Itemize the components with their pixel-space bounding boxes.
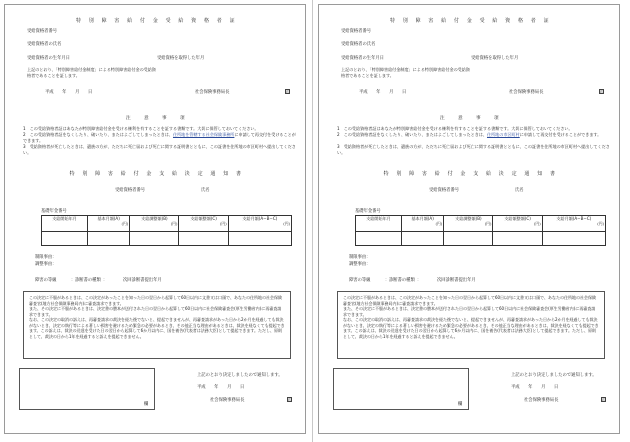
closing-seal-box: 印 bbox=[602, 398, 606, 402]
closing-date: 平成 年 月 日 bbox=[197, 385, 245, 390]
acquired-date-label: 受給資格を取得した年月 bbox=[471, 56, 519, 61]
acquired-date-label: 受給資格を取得した年月 bbox=[157, 56, 205, 61]
table-cell bbox=[228, 232, 291, 246]
table-cell bbox=[42, 232, 88, 246]
table-header-start: 支給開始年月 bbox=[42, 216, 88, 232]
decision-name-label: 氏名 bbox=[201, 188, 210, 193]
base-amount-label: 基礎年金番号 bbox=[41, 209, 67, 214]
decision-name-label: 氏名 bbox=[515, 188, 524, 193]
stamp-label: 欄 bbox=[458, 402, 463, 407]
colon-diagnosis: ： bbox=[417, 278, 422, 283]
table-header-adjust: 支給調整額(B) (円) bbox=[130, 216, 179, 232]
stamp-box bbox=[19, 368, 155, 410]
decision-title: 特 別 障 害 給 付 金 支 給 決 定 通 知 書 bbox=[383, 171, 557, 177]
table-header-base: 基本月額(A) (円) bbox=[401, 216, 443, 232]
restriction-label: 制限事由： bbox=[35, 255, 57, 260]
table-header-base: 基本月額(A) (円) bbox=[87, 216, 129, 232]
objection-paragraph-3: なお、この決定の取消の訴えは、再審査請求の裁決を経た後でないと、提起できませんが、再審査請求があった日から2か月を経過しても裁決がないとき、決定の執行等による著しい損害を避けるため緊急の必要があるとき、その他正当な理由があるときは、裁決を経なくても提起できます。この訴えは、裁決の送達を受けた日の翌日から起算して6か月以内に、国を被告(代表者は法務大臣)として提起できます。ただし、原則として、裁決の日から1年を経過すると訴えを提起できません。 bbox=[29, 317, 285, 339]
table-cell bbox=[401, 232, 443, 246]
note-2-office: 住所地を管轄する社会保険事務所 bbox=[172, 132, 235, 137]
recipient-name-label: 受給資格者の氏名 bbox=[27, 42, 62, 47]
document-page-right bbox=[318, 4, 620, 434]
adjustment-label: 調整事由： bbox=[35, 262, 57, 267]
decision-number-label: 受給資格者番号 bbox=[115, 188, 146, 193]
closing-issuer: 社会保険事務局長 bbox=[210, 398, 245, 403]
adjustment-label: 調整事由： bbox=[349, 262, 371, 267]
objection-notice-box bbox=[337, 291, 605, 359]
seal-box: 印 bbox=[286, 90, 290, 94]
table-cell bbox=[179, 232, 228, 246]
objection-paragraph-3: なお、この決定の取消の訴えは、再審査請求の裁決を経た後でないと、提起できませんが、再審査請求があった日から2か月を経過しても裁決がないとき、決定の執行等による著しい損害を避けるため緊急の必要があるとき、その他正当な理由があるときは、裁決を経なくても提起できます。この訴えは、裁決の送達を受けた日の翌日から起算して6か月以内に、国を被告(代表者は法務大臣)として提起できます。ただし、原則として、裁決の日から1年を経過すると訴えを提起できません。 bbox=[343, 317, 599, 339]
table-cell bbox=[542, 232, 605, 246]
certificate-date: 平成 年 月 日 bbox=[45, 90, 93, 95]
certificate-title: 特 別 障 害 給 付 金 受 給 資 格 者 証 bbox=[389, 18, 550, 24]
note-2: 2 この受給資格者証をなくしたり、破いたり、またはよごしてしまったときは、住所地の市区町村に申請して再交付を受けることができます。 bbox=[337, 132, 602, 137]
objection-paragraph-2: また、その決定に不服があるときは、決定書の謄本が送付された日の翌日から起算して60日以内に社会保険審査会(厚生労働省内)に再審査請求できます。 bbox=[343, 306, 596, 317]
certificate-statement: 上記のとおり、「特別障害給付金制度」による特別障害給付金の受給資格者であることを証します。 bbox=[341, 67, 470, 78]
closing-seal-box: 印 bbox=[288, 398, 292, 402]
note-2-office: 住所地の市区町村 bbox=[486, 132, 520, 137]
closing-statement: 上記のとおり決定しましたので通知します。 bbox=[197, 373, 283, 378]
table-header-monthly: 支給月額(A−B−C) (円) bbox=[228, 216, 291, 232]
stamp-box bbox=[333, 368, 469, 410]
table-header-start: 支給開始年月 bbox=[356, 216, 402, 232]
next-diagnosis-label: 次回診断書提出年月 bbox=[123, 278, 162, 283]
table-cell bbox=[444, 232, 493, 246]
table-header-adjust: 支給調整額(B) (円) bbox=[444, 216, 493, 232]
note-1: 1 この受給資格者証はあなたが特別障害給付金を受ける権利を有することを証する書類です。大切に保管しておいてください。 bbox=[23, 126, 259, 131]
colon-grade: ： bbox=[71, 278, 76, 283]
objection-notice-box bbox=[23, 291, 291, 359]
table-cell bbox=[130, 232, 179, 246]
next-diagnosis-label: 次回診断書提出年月 bbox=[437, 278, 476, 283]
birthdate-label: 受給資格者の生年月日 bbox=[341, 56, 384, 61]
seal-box: 印 bbox=[600, 90, 604, 94]
table-header-monthly: 支給月額(A−B−C) (円) bbox=[542, 216, 605, 232]
diagnosis-type-label: 診断書の種類 bbox=[389, 278, 415, 283]
note-1: 1 この受給資格者証はあなたが特別障害給付金を受ける権利を有することを証する書類です。大切に保管しておいてください。 bbox=[337, 126, 573, 131]
base-amount-label: 基礎年金番号 bbox=[355, 209, 381, 214]
certificate-title: 特 別 障 害 給 付 金 受 給 資 格 者 証 bbox=[75, 18, 236, 24]
closing-date: 平成 年 月 日 bbox=[511, 385, 559, 390]
decision-title: 特 別 障 害 給 付 金 支 給 決 定 通 知 書 bbox=[69, 171, 243, 177]
note-2: 2 この受給資格者証をなくしたり、破いたり、またはよごしてしまったときは、住所地を管轄する社会保険事務所に申請して再交付を受けることができます。 bbox=[23, 132, 296, 143]
closing-statement: 上記のとおり決定しましたので通知します。 bbox=[511, 373, 597, 378]
page-divider bbox=[312, 0, 313, 442]
diagnosis-type-label: 診断書の種類 bbox=[75, 278, 101, 283]
recipient-name-label: 受給資格者の氏名 bbox=[341, 42, 376, 47]
restriction-label: 制限事由： bbox=[349, 255, 371, 260]
decision-number-label: 受給資格者番号 bbox=[429, 188, 460, 193]
table-cell bbox=[493, 232, 542, 246]
table-cell bbox=[356, 232, 402, 246]
notes-title: 注 意 事 項 bbox=[440, 116, 500, 121]
objection-paragraph-2: また、その決定に不服があるときは、決定書の謄本が送付された日の翌日から起算して60日以内に社会保険審査会(厚生労働省内)に再審査請求できます。 bbox=[29, 306, 282, 317]
table-cell bbox=[87, 232, 129, 246]
benefit-table bbox=[355, 215, 606, 246]
recipient-number-label: 受給資格者番号 bbox=[27, 29, 58, 34]
note-3: 3 受給資格者が死亡したときは、遺族の方が、ただちに死亡届および死亡に関する証明書とともに、この証書を住所地の市区町村へ提出してください。 bbox=[23, 144, 296, 155]
document-page-left bbox=[4, 4, 306, 434]
stamp-label: 欄 bbox=[144, 402, 149, 407]
certificate-statement: 上記のとおり、「特別障害給付金制度」による特別障害給付金の受給資格者であることを証します。 bbox=[27, 67, 156, 78]
objection-paragraph-1: この決定に不服があるときは、この決定があったことを知った日の翌日から起算して60日以内に文書又は口頭で、あなたの住所地の社会保険審査官(地方社会保険事務局内)に審査請求できます。 bbox=[29, 295, 282, 306]
note-3: 3 受給資格者が死亡したときは、遺族の方が、ただちに死亡届および死亡に関する証明書とともに、この証書を住所地の市区町村へ提出してください。 bbox=[337, 144, 610, 155]
closing-issuer: 社会保険事務局長 bbox=[524, 398, 559, 403]
disability-grade-label: 障害の等級 bbox=[35, 278, 57, 283]
colon-grade: ： bbox=[385, 278, 390, 283]
objection-paragraph-1: この決定に不服があるときは、この決定があったことを知った日の翌日から起算して60日以内に文書又は口頭で、あなたの住所地の社会保険審査官(地方社会保険事務局内)に審査請求できます。 bbox=[343, 295, 596, 306]
certificate-issuer: 社会保険事務局長 bbox=[509, 90, 544, 95]
certificate-date: 平成 年 月 日 bbox=[359, 90, 407, 95]
birthdate-label: 受給資格者の生年月日 bbox=[27, 56, 70, 61]
table-header-c: 支給額整額(C) (円) bbox=[179, 216, 228, 232]
disability-grade-label: 障害の等級 bbox=[349, 278, 371, 283]
table-header-c: 支給額整額(C) (円) bbox=[493, 216, 542, 232]
certificate-issuer: 社会保険事務局長 bbox=[195, 90, 230, 95]
colon-diagnosis: ： bbox=[103, 278, 108, 283]
benefit-table bbox=[41, 215, 292, 246]
notes-title: 注 意 事 項 bbox=[126, 116, 186, 121]
recipient-number-label: 受給資格者番号 bbox=[341, 29, 372, 34]
